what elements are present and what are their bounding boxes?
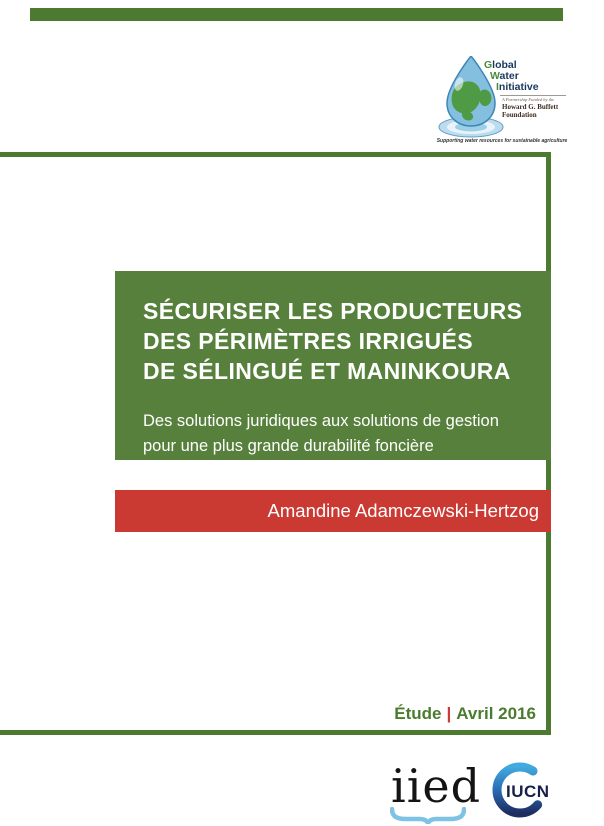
iucn-wordmark: IUCN — [506, 782, 550, 801]
edition-date: Avril 2016 — [456, 704, 536, 723]
title-line: DE SÉLINGUÉ ET MANINKOURA — [143, 358, 511, 384]
cover-subtitle — [143, 409, 531, 459]
cover-title — [143, 296, 531, 386]
gwi-word-rest: nitiative — [498, 81, 539, 93]
gwi-foundation-text — [502, 103, 558, 119]
subtitle-line: pour une plus grande durabilité foncière — [143, 437, 434, 455]
author-name: Amandine Adamczewski-Hertzog — [267, 500, 539, 521]
title-line: SÉCURISER LES PRODUCTEURS — [143, 298, 523, 324]
author-bar — [115, 490, 551, 532]
gwi-word-initial: W — [490, 70, 500, 82]
gwi-word-rest: ater — [499, 70, 519, 82]
title-block — [115, 271, 551, 460]
gwi-foundation-line: Howard G. Buffett — [502, 103, 559, 111]
gwi-word-initial: G — [484, 59, 493, 71]
iied-brace-icon — [390, 807, 466, 824]
title-line: DES PÉRIMÈTRES IRRIGUÉS — [143, 328, 473, 354]
iied-wordmark: iied — [391, 759, 482, 813]
gwi-foundation-line: Foundation — [502, 111, 537, 119]
gwi-wordmark — [484, 60, 539, 93]
gwi-divider — [500, 95, 566, 96]
subtitle-line: Des solutions juridiques aux solutions de gestion — [143, 412, 499, 430]
edition-type: Étude — [394, 704, 442, 723]
gwi-word-rest: lobal — [492, 59, 517, 71]
iucn-logo — [488, 760, 554, 824]
edition-separator: | — [446, 704, 452, 723]
top-accent-bar — [30, 8, 563, 21]
iied-logo — [391, 759, 482, 824]
gwi-partnership-text: A Partnership Funded by the — [502, 97, 555, 102]
gwi-logo — [437, 54, 567, 150]
gwi-tagline: Supporting water resources for sustainable agriculture — [436, 138, 568, 144]
edition-label — [394, 704, 536, 724]
gwi-word-initial: I — [496, 81, 499, 93]
